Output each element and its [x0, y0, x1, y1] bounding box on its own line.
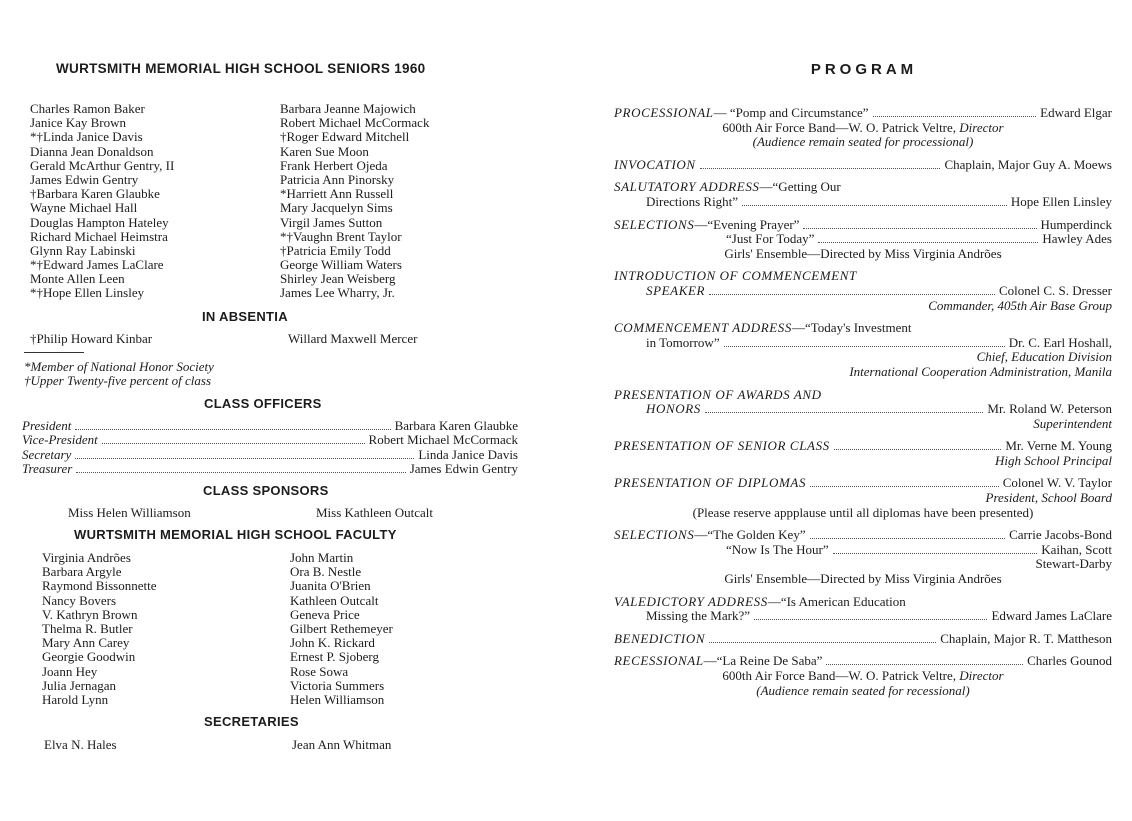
program-performer: Humperdinck — [1040, 216, 1112, 232]
faculty-name: V. Kathryn Brown — [42, 606, 138, 622]
program-line — [614, 439, 1112, 454]
program-part-title: COMMENCEMENT ADDRESS — [614, 320, 792, 336]
program-part-title: PRESENTATION OF SENIOR CLASS — [614, 438, 830, 454]
officer-row — [22, 419, 518, 433]
senior-name: *†Edward James LaClare — [30, 257, 164, 273]
faculty-name: Harold Lynn — [42, 691, 109, 707]
dot-leader — [833, 553, 1038, 554]
faculty-name: Kathleen Outcalt — [290, 592, 379, 608]
faculty-name: Ora B. Nestle — [290, 564, 362, 580]
faculty-name: Mary Ann Carey — [42, 635, 130, 651]
program-item — [614, 106, 1112, 150]
program-note-text: (Please reserve appplause until all diplomas have been presented) — [692, 504, 1034, 520]
program-note — [614, 572, 1112, 587]
program-item — [614, 476, 1112, 520]
program-line — [614, 476, 1112, 491]
program-work: —“The Golden Key” — [694, 527, 806, 543]
faculty-name: Raymond Bissonnette — [42, 578, 157, 594]
faculty-name: Virginia Andrões — [42, 550, 131, 565]
program-work: “Now Is The Hour” — [726, 541, 829, 557]
program-work: in Tomorrow” — [646, 334, 720, 350]
program-line — [614, 180, 1112, 195]
absentia-name-1: †Philip Howard Kinbar — [30, 331, 153, 346]
senior-name: Wayne Michael Hall — [30, 200, 138, 216]
program-performer: Hope Ellen Linsley — [1010, 193, 1112, 209]
seniors-column-2 — [280, 102, 429, 301]
senior-name: Dianna Jean Donaldson — [30, 143, 154, 159]
program-work: “Just For Today” — [726, 231, 815, 247]
senior-name: Janice Kay Brown — [30, 115, 127, 131]
seniors-title: WURTSMITH MEMORIAL HIGH SCHOOL SENIORS 1960 — [56, 61, 426, 76]
dot-leader — [810, 486, 999, 487]
program-item — [614, 269, 1112, 313]
program-line — [614, 195, 1112, 210]
senior-name: Mary Jacquelyn Sims — [280, 200, 393, 216]
program-performer: Edward James LaClare — [991, 608, 1112, 624]
absentia-name-2: Willard Maxwell Mercer — [288, 331, 418, 346]
program-performer: Colonel W. V. Taylor — [1002, 475, 1112, 491]
faculty-column-2 — [290, 551, 393, 707]
officer-role: Vice-President — [22, 432, 98, 448]
faculty-name: Juanita O'Brien — [290, 578, 371, 594]
program-line — [614, 528, 1112, 543]
program-work: — “Pomp and Circumstance” — [713, 105, 869, 120]
program-line — [614, 543, 1112, 558]
faculty-heading: WURTSMITH MEMORIAL HIGH SCHOOL FACULTY — [74, 527, 397, 542]
program-line — [614, 269, 1112, 284]
program-performer: Edward Elgar — [1040, 105, 1112, 120]
faculty-name: Georgie Goodwin — [42, 649, 136, 665]
program-title-note: Commander, 405th Air Base Group — [928, 297, 1112, 313]
senior-name: Shirley Jean Weisberg — [280, 271, 396, 287]
dot-leader — [834, 449, 1002, 450]
program-line — [614, 654, 1112, 669]
faculty-name: Rose Sowa — [290, 663, 349, 679]
program-part-title: INTRODUCTION OF COMMENCEMENT — [614, 268, 857, 284]
program-performer-cont: Stewart-Darby — [1035, 556, 1112, 572]
senior-name: *†Vaughn Brent Taylor — [280, 228, 402, 244]
senior-name: Patricia Ann Pinorsky — [280, 171, 395, 187]
officer-name: James Edwin Gentry — [409, 460, 518, 476]
faculty-column-1 — [42, 551, 156, 707]
sponsors-heading: CLASS SPONSORS — [203, 483, 329, 498]
program-note — [614, 247, 1112, 262]
dot-leader — [75, 429, 390, 430]
faculty-name: Helen Williamson — [290, 691, 385, 707]
program-part-title: SELECTIONS — [614, 216, 695, 232]
senior-name: *†Hope Ellen Linsley — [30, 285, 145, 301]
program-note-italic: Director — [959, 119, 1004, 135]
program-note: (Audience remain seated for processional) — [752, 134, 974, 150]
footnote-honor-society: *Member of National Honor Society — [24, 359, 214, 374]
program-work: —“Evening Prayer” — [694, 216, 800, 232]
program-line — [614, 218, 1112, 233]
program-title-note: International Cooperation Administration, Manila — [849, 363, 1112, 379]
dot-leader — [810, 538, 1006, 539]
senior-name: Karen Sue Moon — [280, 143, 369, 159]
faculty-name: John K. Rickard — [290, 635, 375, 651]
officer-role: Treasurer — [22, 460, 73, 476]
officer-role: President — [22, 418, 72, 433]
senior-name: Douglas Hampton Hateley — [30, 214, 169, 230]
program-item — [614, 388, 1112, 432]
footnote-rule — [24, 352, 84, 353]
footnote-upper-percent: †Upper Twenty-five percent of class — [24, 373, 212, 388]
program-part-title: PRESENTATION OF AWARDS AND — [614, 386, 822, 402]
program-title-note: President, School Board — [985, 490, 1112, 506]
program-performer: Mr. Roland W. Peterson — [987, 401, 1112, 417]
faculty-name: Victoria Summers — [290, 677, 385, 693]
officers-heading: CLASS OFFICERS — [204, 396, 322, 411]
program-note — [614, 669, 1112, 684]
program-item — [614, 180, 1112, 209]
senior-name: James Lee Wharry, Jr. — [280, 285, 395, 301]
secretary-1: Elva N. Hales — [44, 737, 117, 752]
program-note-text: Girls' Ensemble—Directed by Miss Virginia Andrões — [724, 245, 1002, 261]
senior-name: Barbara Jeanne Majowich — [280, 101, 416, 116]
officer-role: Secretary — [22, 446, 72, 462]
program-part-title: BENEDICTION — [614, 630, 706, 646]
officer-row — [22, 462, 518, 476]
dot-leader — [818, 242, 1038, 243]
program-line — [614, 388, 1112, 403]
program-work: HONORS — [646, 401, 701, 417]
officer-name: Barbara Karen Glaubke — [394, 418, 518, 433]
left-page — [22, 0, 522, 821]
dot-leader — [709, 642, 936, 643]
faculty-name: Julia Jernagan — [42, 677, 117, 693]
program-line — [614, 632, 1112, 647]
program-note-text: Girls' Ensemble—Directed by Miss Virginia Andrões — [724, 571, 1002, 587]
senior-name: †Roger Edward Mitchell — [280, 129, 410, 145]
officer-name: Linda Janice Davis — [418, 446, 518, 462]
faculty-name: Nancy Bovers — [42, 592, 117, 608]
senior-name: Robert Michael McCormack — [280, 115, 430, 131]
program-title-note: High School Principal — [995, 452, 1112, 468]
dot-leader — [742, 205, 1007, 206]
program-part-title: PRESENTATION OF DIPLOMAS — [614, 475, 807, 491]
officer-row — [22, 448, 518, 462]
program-line — [614, 595, 1112, 610]
sponsor-2: Miss Kathleen Outcalt — [316, 505, 433, 520]
program-line — [614, 321, 1112, 336]
senior-name: Virgil James Sutton — [280, 214, 383, 230]
senior-name: Richard Michael Heimstra — [30, 228, 168, 244]
senior-name: George William Waters — [280, 257, 402, 273]
program-note — [614, 121, 1112, 136]
secretaries-heading: SECRETARIES — [204, 714, 299, 729]
program-item — [614, 321, 1112, 379]
seniors-column-1 — [30, 102, 174, 301]
program-line — [614, 158, 1112, 173]
officer-row — [22, 433, 518, 447]
senior-name: James Edwin Gentry — [30, 171, 139, 187]
faculty-name: John Martin — [290, 550, 354, 565]
dot-leader — [75, 458, 414, 459]
program-work: Directions Right” — [646, 193, 739, 209]
dot-leader — [754, 619, 987, 620]
program-list — [614, 106, 1112, 698]
program-work: Missing the Mark?” — [646, 608, 750, 624]
faculty-name: Thelma R. Butler — [42, 620, 133, 636]
program-note-italic: Director — [959, 668, 1004, 683]
program-item — [614, 654, 1112, 698]
program-performer: Chaplain, Major R. T. Mattheson — [940, 630, 1112, 646]
faculty-name: Ernest P. Sjoberg — [290, 649, 379, 665]
dot-leader — [705, 412, 984, 413]
program-part-title: PROCESSIONAL — [614, 105, 714, 120]
faculty-name: Gilbert Rethemeyer — [290, 620, 393, 636]
program-part-title: INVOCATION — [614, 156, 696, 172]
program-line — [614, 284, 1112, 299]
program-performer: Hawley Ades — [1042, 231, 1112, 247]
faculty-name: Barbara Argyle — [42, 564, 122, 580]
program-note-text: 600th Air Force Band—W. O. Patrick Veltre, — [722, 119, 960, 135]
program-item — [614, 595, 1112, 624]
program-note — [614, 506, 1112, 521]
dot-leader — [709, 294, 995, 295]
program-work: SPEAKER — [646, 282, 706, 298]
dot-leader — [873, 116, 1037, 117]
program-work: —“Is American Education — [767, 593, 906, 609]
program-part-title: SELECTIONS — [614, 527, 695, 543]
dot-leader — [700, 168, 941, 169]
program-title-note: Superintendent — [1033, 415, 1112, 431]
program-note: (Audience remain seated for recessional) — [756, 682, 970, 698]
officer-name: Robert Michael McCormack — [368, 432, 518, 448]
program-performer: Chaplain, Major Guy A. Moews — [944, 156, 1112, 172]
program-line — [614, 609, 1112, 624]
sponsor-1: Miss Helen Williamson — [68, 505, 191, 520]
faculty-name: Joann Hey — [42, 663, 98, 679]
dot-leader — [826, 664, 1023, 665]
senior-name: Monte Allen Leen — [30, 271, 125, 287]
program-item — [614, 439, 1112, 468]
dot-leader — [102, 443, 365, 444]
senior-name: †Patricia Emily Todd — [280, 242, 391, 258]
program-note-text: 600th Air Force Band—W. O. Patrick Veltre, — [722, 668, 960, 683]
program-performer: Kaihan, Scott — [1041, 541, 1112, 557]
senior-name: *Harriett Ann Russell — [280, 186, 394, 202]
senior-name: †Barbara Karen Glaubke — [30, 186, 160, 202]
program-performer: Colonel C. S. Dresser — [998, 282, 1112, 298]
program-item — [614, 528, 1112, 586]
senior-name: Frank Herbert Ojeda — [280, 157, 388, 173]
senior-name: Glynn Ray Labinski — [30, 242, 136, 258]
program-work: —“Today's Investment — [792, 320, 912, 336]
program-part-title: VALEDICTORY ADDRESS — [614, 593, 768, 609]
program-performer: Mr. Verne M. Young — [1005, 438, 1112, 454]
program-item — [614, 632, 1112, 647]
senior-name: Gerald McArthur Gentry, II — [30, 157, 175, 173]
program-performer: Carrie Jacobs-Bond — [1009, 527, 1112, 543]
senior-name: Charles Ramon Baker — [30, 101, 145, 116]
faculty-name: Geneva Price — [290, 606, 360, 622]
program-line — [614, 336, 1112, 351]
program-work: —“Getting Our — [759, 179, 841, 195]
program-title: PROGRAM — [810, 61, 918, 78]
program-item — [614, 158, 1112, 173]
right-page — [614, 0, 1114, 821]
program-line — [614, 232, 1112, 247]
program-part-title: SALUTATORY ADDRESS — [614, 179, 760, 195]
program-item — [614, 218, 1112, 262]
dot-leader — [803, 228, 1036, 229]
dot-leader — [724, 346, 1005, 347]
program-line — [614, 106, 1112, 121]
dot-leader — [76, 472, 405, 473]
secretary-2: Jean Ann Whitman — [292, 737, 392, 752]
absentia-heading: IN ABSENTIA — [202, 309, 288, 324]
program-work: —“La Reine De Saba” — [703, 653, 823, 669]
program-performer: Dr. C. Earl Hoshall, — [1008, 334, 1112, 350]
senior-name: *†Linda Janice Davis — [30, 129, 143, 145]
program-title-note: Chief, Education Division — [976, 349, 1112, 365]
program-part-title: RECESSIONAL — [614, 653, 704, 669]
program-line — [614, 402, 1112, 417]
program-performer: Charles Gounod — [1027, 653, 1112, 669]
